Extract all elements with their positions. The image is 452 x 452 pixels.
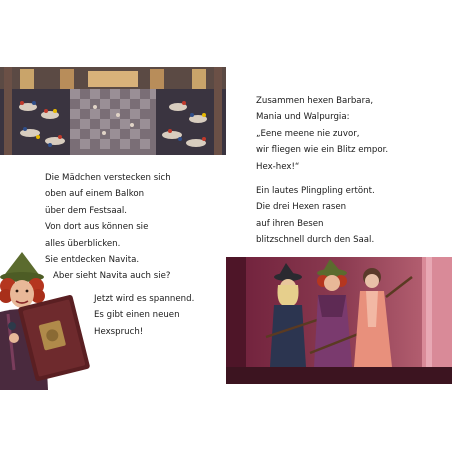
ballroom-photo bbox=[0, 67, 226, 155]
right-paragraph-1 bbox=[256, 93, 388, 175]
text-line: Die drei Hexen rasen bbox=[256, 202, 347, 213]
right-paragraph-2 bbox=[256, 183, 375, 249]
text-line: „Eene meene nie zuvor, bbox=[256, 128, 360, 139]
text-line: Mania und Walpurgia: bbox=[256, 112, 350, 123]
text-line: Sie entdecken Navita. bbox=[45, 255, 140, 266]
text-line: wir fliegen wie ein Blitz empor. bbox=[256, 145, 389, 156]
text-line: Es gibt einen neuen bbox=[94, 310, 180, 321]
witches-illustration bbox=[226, 257, 452, 384]
text-line: Ein lautes Plingpling ertönt. bbox=[256, 186, 375, 196]
text-line: Von dort aus können sie bbox=[45, 222, 149, 233]
text-line: Jetzt wird es spannend. bbox=[94, 294, 195, 304]
text-line: Hexspruch! bbox=[94, 326, 144, 337]
text-line: Aber sieht Navita auch sie? bbox=[53, 271, 171, 282]
witch-with-book-illustration bbox=[0, 250, 90, 390]
text-line: oben auf einem Balkon bbox=[45, 189, 145, 200]
witch-figure bbox=[0, 250, 90, 390]
text-line: alles überblicken. bbox=[45, 238, 121, 249]
text-line: blitzschnell durch den Saal. bbox=[256, 235, 375, 246]
right-page bbox=[226, 0, 452, 452]
ballroom-illustration bbox=[0, 67, 226, 155]
text-line: auf ihren Besen bbox=[256, 218, 324, 229]
text-line: Hex-hex!“ bbox=[256, 161, 300, 172]
text-line: Zusammen hexen Barbara, bbox=[256, 96, 374, 106]
text-line: über dem Festsaal. bbox=[45, 205, 128, 216]
three-witches-photo bbox=[226, 257, 452, 384]
left-paragraph-2 bbox=[94, 291, 194, 340]
text-line: Die Mädchen verstecken sich bbox=[45, 173, 171, 183]
